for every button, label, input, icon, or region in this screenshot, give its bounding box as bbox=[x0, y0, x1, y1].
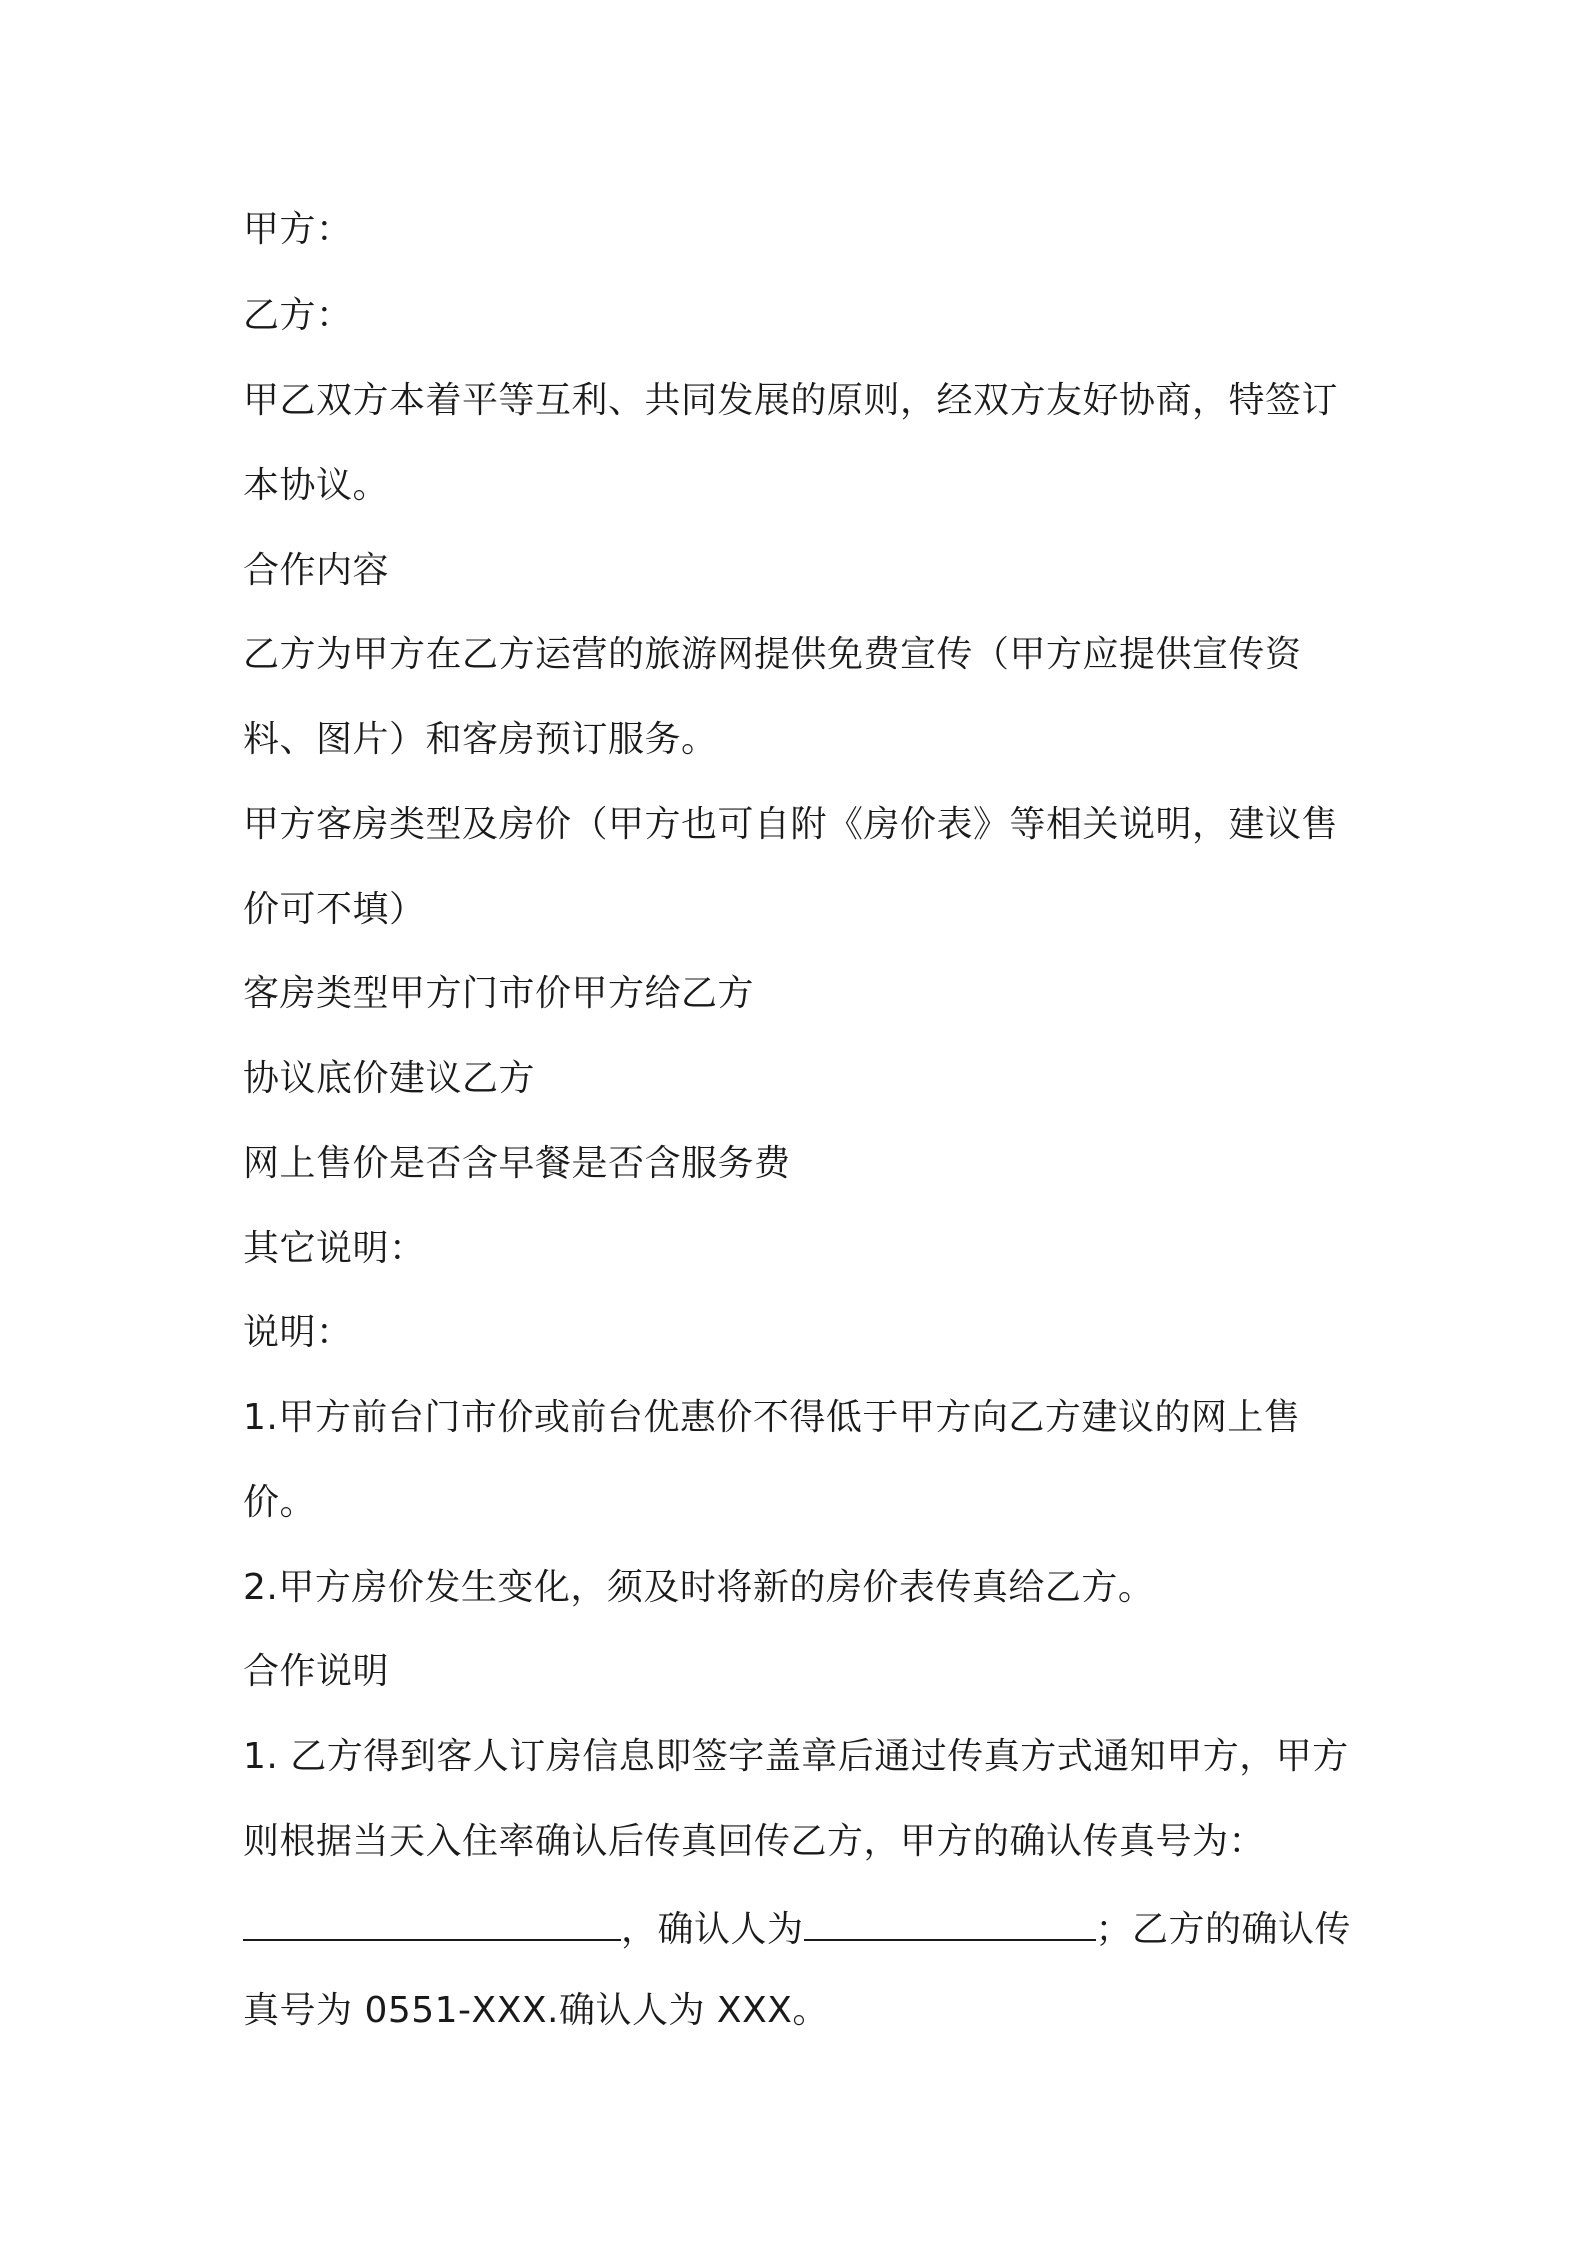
intro-line-1: 甲乙双方本着平等互利、共同发展的原则，经双方友好协商，特签订 bbox=[243, 380, 1339, 421]
confirm-person-blank[interactable] bbox=[804, 1899, 1096, 1941]
note-1-line-2: 价。 bbox=[243, 1482, 317, 1523]
party-a-label: 甲方： bbox=[243, 209, 353, 250]
coop-item-1-line-4: 真号为 0551-XXX.确认人为 XXX。 bbox=[243, 1990, 829, 2031]
content-item-2-line-1: 甲方客房类型及房价（甲方也可自附《房价表》等相关说明，建议售 bbox=[243, 804, 1339, 845]
room-table-row-2: 协议底价建议乙方 bbox=[243, 1058, 536, 1099]
note-1-line-1: 1.甲方前台门市价或前台优惠价不得低于甲方向乙方建议的网上售 bbox=[243, 1397, 1301, 1438]
room-table-row-1: 客房类型甲方门市价甲方给乙方 bbox=[243, 973, 755, 1014]
content-item-2-line-2: 价可不填） bbox=[243, 889, 426, 930]
section-heading-cooperation-notes: 合作说明 bbox=[243, 1651, 390, 1692]
coop-item-1-line-3 bbox=[243, 1899, 1351, 1955]
confirm-person-label: ，确认人为 bbox=[621, 1909, 804, 1950]
section-heading-cooperation-content: 合作内容 bbox=[243, 550, 390, 591]
note-2: 2.甲方房价发生变化，须及时将新的房价表传真给乙方。 bbox=[243, 1567, 1155, 1608]
coop-item-1-line-1: 1. 乙方得到客人订房信息即签字盖章后通过传真方式通知甲方，甲方 bbox=[243, 1736, 1349, 1777]
room-table-row-3: 网上售价是否含早餐是否含服务费 bbox=[243, 1143, 791, 1184]
content-item-1-line-1: 乙方为甲方在乙方运营的旅游网提供免费宣传（甲方应提供宣传资 bbox=[243, 634, 1302, 675]
content-item-1-line-2: 料、图片）和客房预订服务。 bbox=[243, 719, 718, 760]
party-b-fax-label: ；乙方的确认传 bbox=[1095, 1909, 1352, 1950]
notes-label: 说明： bbox=[243, 1312, 353, 1353]
party-b-label: 乙方： bbox=[243, 295, 353, 336]
intro-line-2: 本协议。 bbox=[243, 465, 390, 506]
coop-item-1-line-2: 则根据当天入住率确认后传真回传乙方，甲方的确认传真号为： bbox=[243, 1821, 1266, 1862]
other-notes-label: 其它说明： bbox=[243, 1228, 426, 1269]
fax-number-blank[interactable] bbox=[243, 1899, 621, 1941]
